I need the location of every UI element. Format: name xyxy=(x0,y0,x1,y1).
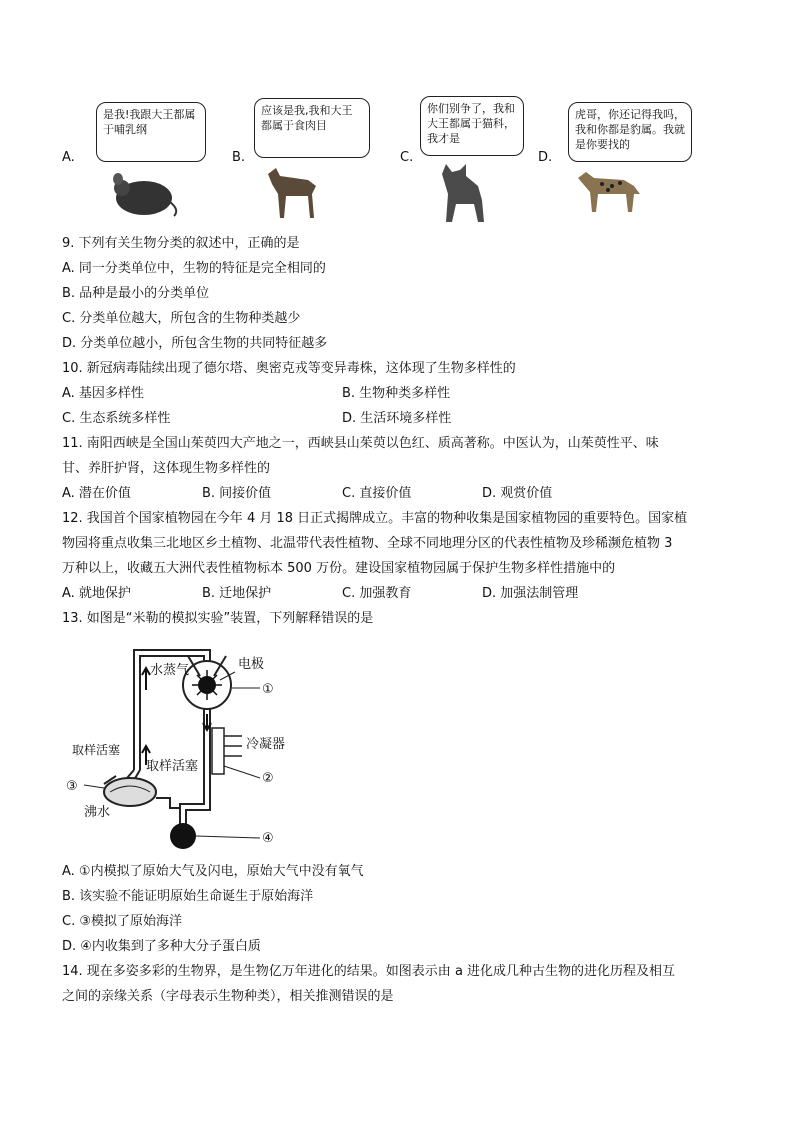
q13-stem: 13. 如图是“米勒的模拟实验”装置，下列解释错误的是 xyxy=(62,611,374,626)
q11-option-d: D. 观赏价值 xyxy=(482,486,553,501)
q10-stem: 10. 新冠病毒陆续出现了德尔塔、奥密克戎等变异毒株，这体现了生物多样性的 xyxy=(62,361,516,376)
q11-option-b: B. 间接价值 xyxy=(202,486,272,501)
label-valve-left: 取样活塞 xyxy=(72,743,121,757)
q12-option-b: B. 迁地保护 xyxy=(202,586,272,601)
q12-stem-line-1: 12. 我国首个国家植物园在今年 4 月 18 日正式揭牌成立。丰富的物种收集是国家植物园的重要特色。国家植 xyxy=(62,511,688,526)
condenser-jacket xyxy=(212,728,224,774)
q12-option-d: D. 加强法制管理 xyxy=(482,586,579,601)
miller-experiment-diagram xyxy=(60,640,300,855)
label-3: ③ xyxy=(66,779,78,794)
option-b-label: B. xyxy=(232,150,246,165)
label-electrode: 电极 xyxy=(238,657,265,672)
collecting-flask xyxy=(170,823,196,849)
option-a-label: A. xyxy=(62,150,75,165)
q10-option-b: B. 生物种类多样性 xyxy=(342,386,451,401)
speech-bubble-c xyxy=(420,96,524,156)
speech-text-d: 虎哥，你还记得我吗，我和你都是豹属。我就是你要找的 xyxy=(575,108,685,151)
label-condenser: 冷凝器 xyxy=(246,737,286,752)
speech-text-b: 应该是我,我和大王都属于食肉目 xyxy=(261,104,353,132)
q9-stem: 9. 下列有关生物分类的叙述中，正确的是 xyxy=(62,236,300,251)
q12-stem-line-2: 物园将重点收集三北地区乡土植物、北温带代表性植物、全球不同地理分区的代表性植物及珍稀濒危植物 3 xyxy=(62,536,673,551)
label-1: ① xyxy=(262,682,274,697)
q11-stem-line-2: 甘、养肝护肾，这体现生物多样性的 xyxy=(62,461,271,476)
option-c-label: C. xyxy=(400,150,414,165)
q10-option-c: C. 生态系统多样性 xyxy=(62,411,171,426)
cat-image xyxy=(432,160,496,226)
q14-stem-line-2: 之间的亲缘关系（字母表示生物种类），相关推测错误的是 xyxy=(62,989,394,1004)
label-4: ④ xyxy=(262,831,274,846)
label-steam: 水蒸气 xyxy=(150,663,190,678)
q11-stem-line-1: 11. 南阳西峡是全国山茱萸四大产地之一，西峡县山茱萸以色红、质高著称。中医认为，山茱萸性平、味 xyxy=(62,436,659,451)
q13-option-b: B. 该实验不能证明原始生命诞生于原始海洋 xyxy=(62,889,314,904)
q9-option-d: D. 分类单位越小，所包含生物的共同特征越多 xyxy=(62,336,328,351)
q13-option-d: D. ④内收集到了多种大分子蛋白质 xyxy=(62,939,261,954)
q11-option-a: A. 潜在价值 xyxy=(62,486,131,501)
q14-stem-line-1: 14. 现在多姿多彩的生物界，是生物亿万年进化的结果。如图表示由 a 进化成几种古生物的进化历程及相互 xyxy=(62,964,676,979)
speech-bubble-b xyxy=(254,98,370,158)
label-boiling-water: 沸水 xyxy=(84,805,111,820)
q12-stem-line-3: 万种以上，收藏五大洲代表性植物标本 500 万份。建设国家植物园属于保护生物多样性措施中的 xyxy=(62,561,616,576)
q13-option-a: A. ①内模拟了原始大气及闪电，原始大气中没有氧气 xyxy=(62,864,364,879)
option-d-label: D. xyxy=(538,150,553,165)
q9-option-a: A. 同一分类单位中，生物的特征是完全相同的 xyxy=(62,261,326,276)
speech-text-c: 你们别争了，我和大王都属于猫科，我才是 xyxy=(427,102,515,145)
q12-option-c: C. 加强教育 xyxy=(342,586,412,601)
label-2: ② xyxy=(262,771,274,786)
leopard-image xyxy=(572,164,644,216)
dog-image xyxy=(262,164,326,222)
mouse-image xyxy=(104,168,182,218)
speech-text-a: 是我!我跟大王都属于哺乳纲 xyxy=(103,108,196,136)
speech-bubble-d xyxy=(568,102,692,162)
speech-bubble-a xyxy=(96,102,206,162)
q10-option-d: D. 生活环境多样性 xyxy=(342,411,452,426)
q11-option-c: C. 直接价值 xyxy=(342,486,412,501)
steam-arrow xyxy=(142,668,150,690)
q9-option-c: C. 分类单位越大，所包含的生物种类越少 xyxy=(62,311,301,326)
label-valve-center: 取样活塞 xyxy=(146,759,199,774)
q10-option-a: A. 基因多样性 xyxy=(62,386,144,401)
q12-option-a: A. 就地保护 xyxy=(62,586,131,601)
q9-option-b: B. 品种是最小的分类单位 xyxy=(62,286,210,301)
boiling-flask xyxy=(104,778,156,806)
q13-option-c: C. ③模拟了原始海洋 xyxy=(62,914,182,929)
